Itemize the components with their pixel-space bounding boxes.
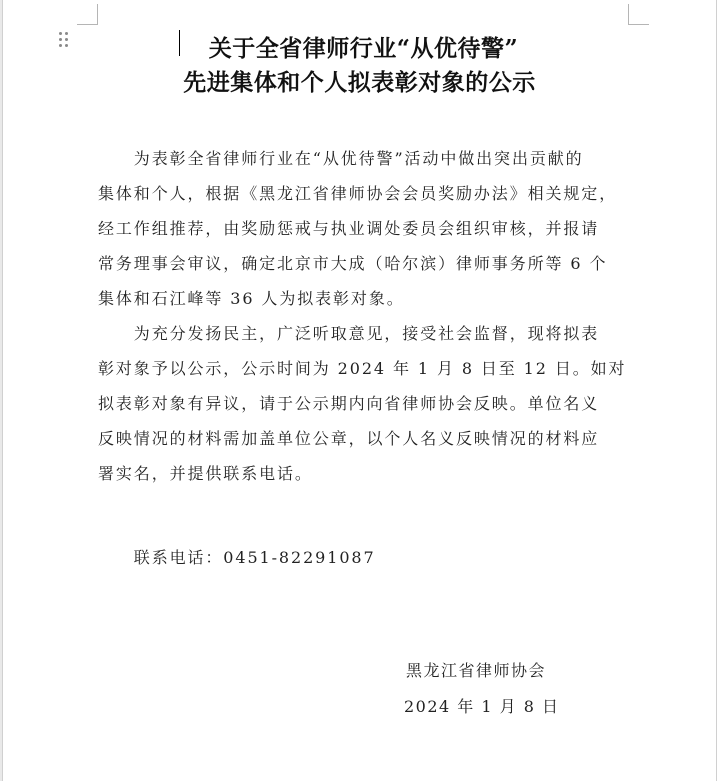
paragraph-1-line[interactable]: 集体和个人，根据《黑龙江省律师协会会员奖励办法》相关规定， <box>98 184 618 203</box>
paragraph-1-line[interactable]: 集体和石江峰等 36 人为拟表彰对象。 <box>98 289 405 308</box>
paragraph-2-line[interactable]: 为充分发扬民主，广泛听取意见，接受社会监督，现将拟表 <box>98 324 600 343</box>
margin-corner-top-right <box>628 4 649 25</box>
signature-date[interactable]: 2024 年 1 月 8 日 <box>404 697 560 716</box>
contact-phone[interactable]: 联系电话：0451-82291087 <box>98 548 376 567</box>
paragraph-2-line[interactable]: 拟表彰对象有异议，请于公示期内向省律师协会反映。单位名义 <box>98 394 600 413</box>
title-line-2[interactable]: 先进集体和个人拟表彰对象的公示 <box>183 69 536 96</box>
paragraph-2-line[interactable]: 彰对象予以公示，公示时间为 2024 年 1 月 8 日至 12 日。如对 <box>98 359 627 378</box>
text-cursor <box>179 30 180 56</box>
paragraph-1-line[interactable]: 经工作组推荐，由奖励惩戒与执业调处委员会组织审核，并报请 <box>98 219 600 238</box>
document-page <box>2 0 717 781</box>
paragraph-1-line[interactable]: 常务理事会审议，确定北京市大成（哈尔滨）律师事务所等 6 个 <box>98 254 608 273</box>
margin-corner-top-left <box>77 4 98 25</box>
paragraph-2-line[interactable]: 署实名，并提供联系电话。 <box>98 464 313 483</box>
paragraph-2-line[interactable]: 反映情况的材料需加盖单位公章，以个人名义反映情况的材料应 <box>98 429 600 448</box>
paragraph-1-line[interactable]: 为表彰全省律师行业在“从优待警”活动中做出突出贡献的 <box>98 149 584 168</box>
signature-organization[interactable]: 黑龙江省律师协会 <box>406 661 547 680</box>
title-line-1[interactable]: 关于全省律师行业“从优待警” <box>208 35 519 62</box>
